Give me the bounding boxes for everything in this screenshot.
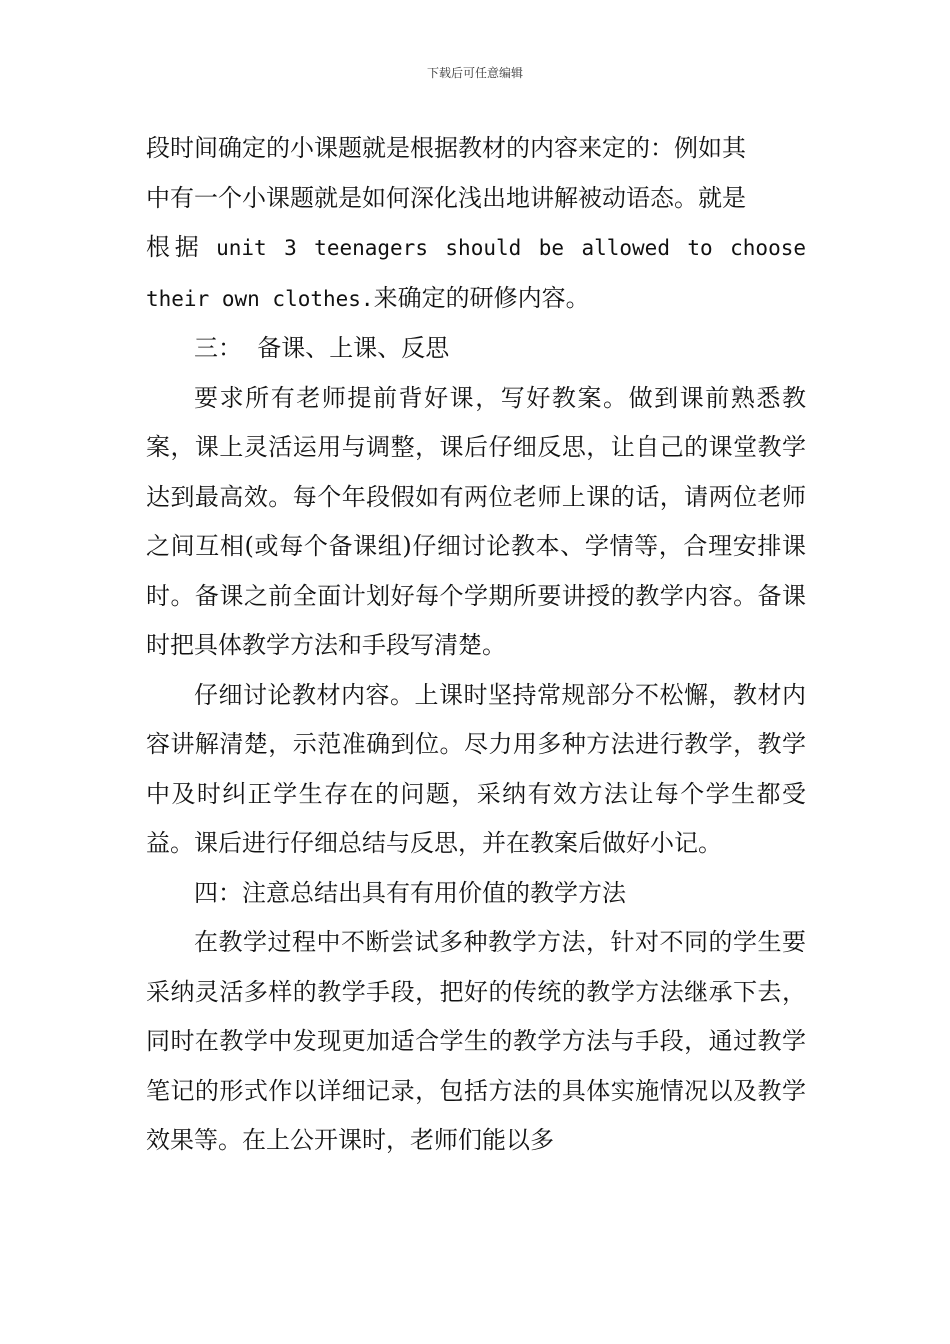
mixed-language-line: [146, 223, 806, 274]
english-text: unit 3 teenagers should be allowed to choose: [216, 236, 807, 260]
mixed-language-line: [146, 274, 806, 325]
document-body: [146, 124, 806, 1166]
paragraph: 仔细讨论教材内容。上课时坚持常规部分不松懈，教材内容讲解清楚，示范准确到位。尽力用多种方法进行教学，教学中及时纠正学生存在的问题，采纳有效方法让每个学生都受益。课后进行仔细总结与反思，并在教案后做好小记。: [146, 680, 806, 857]
english-text: their own clothes.: [146, 286, 374, 311]
paragraph: 要求所有老师提前背好课，写好教案。做到课前熟悉教案，课上灵活运用与调整，课后仔细反思，让自己的课堂教学达到最高效。每个年段假如有两位老师上课的话，请两位老师之间互相(或每个备课组)仔细讨论教本、学情等，合理安排课时。备课之前全面计划好每个学期所要讲授的教学内容。备课时把具体教学方法和手段写清楚。: [146, 383, 806, 659]
text-fragment: 来确定的研修内容。: [373, 283, 590, 312]
text-fragment: 根据: [146, 233, 204, 261]
text-line: 中有一个小课题就是如何深化浅出地讲解被动语态。就是: [146, 183, 746, 212]
paragraph-continuation: [146, 124, 806, 223]
page-header: 下载后可任意编辑: [426, 66, 523, 80]
section-heading: 四：注意总结出具有有用价值的教学方法: [194, 878, 626, 907]
section-heading: 三： 备课、上课、反思: [194, 334, 450, 362]
paragraph: 在教学过程中不断尝试多种教学方法，针对不同的学生要采纳灵活多样的教学手段，把好的传统的教学方法继承下去，同时在教学中发现更加适合学生的教学方法与手段，通过教学笔记的形式作以详细记录，包括方法的具体实施情况以及教学效果等。在上公开课时，老师们能以多: [146, 928, 806, 1154]
text-line: 段时间确定的小课题就是根据教材的内容来定的：例如其: [146, 134, 746, 162]
